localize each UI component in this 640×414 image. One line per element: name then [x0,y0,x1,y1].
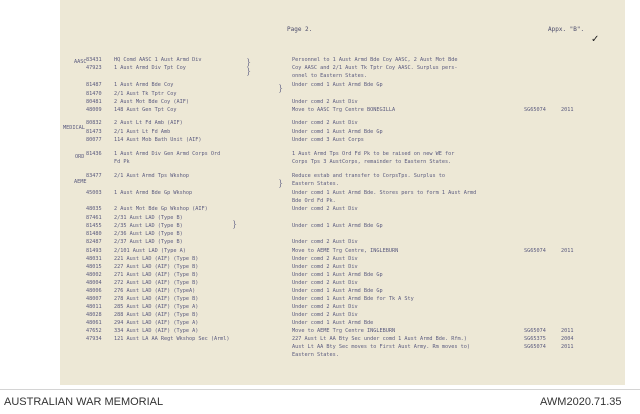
row-number: 81436 [86,151,102,157]
row-remark: Under comd 1 Aust Armd Bde [292,320,374,326]
row-unit: 2 Aust Mot Bde Gp Wkshop (AIF) [114,206,208,212]
row-number: 48028 [86,312,102,318]
row-remark: Coy AASC and 2/1 Aust Tk Tptr Coy AASC. Surplus pers- [292,65,458,71]
row-remark: Under comd 1 Aust Armd Bde Gp [292,272,383,278]
row-number: 48061 [86,320,102,326]
row-unit: 2 Aust Lt Fd Amb (AIF) [114,120,183,126]
row-number: 47934 [86,336,102,342]
row-remark: 1 Aust Armd Tps Ord Fd Pk to be raised on new WE for [292,151,455,157]
row-number: 80481 [86,99,102,105]
brace-icon: } [232,220,238,229]
row-number: 81470 [86,91,102,97]
row-reference: SG65074 [524,107,546,113]
row-unit: 2/1 Aust Lt Fd Amb [114,129,171,135]
row-number: 81480 [86,231,102,237]
row-remark: 227 Aust Lt AA Bty Sec under comd 1 Aust Armd Bde. Rfm.) [292,336,467,342]
row-number: 83477 [86,173,102,179]
row-unit: 221 Aust LAD (AIF) (Type B) [114,256,199,262]
row-date: 2011 [561,248,574,254]
footer-bar [0,389,640,414]
row-remark: Under comd 2 Aust Div [292,280,358,286]
row-remark: Corps Tps 3 AustCorps, remainder to Eastern States. [292,159,452,165]
row-date: 2011 [561,328,574,334]
section-medical: MEDICAL [63,125,85,131]
row-remark: Under comd 1 Aust Armd Bde Gp [292,223,383,229]
row-number: 47923 [86,65,102,71]
page-label: Page 2. [287,26,313,33]
row-remark: Under comd 2 Aust Div [292,312,358,318]
row-number: 48031 [86,256,102,262]
row-number: 48007 [86,296,102,302]
row-unit: 1 Aust Armd Div Gen Armd Corps Ord [114,151,221,157]
row-reference: SG65074 [524,328,546,334]
row-number: 48035 [86,206,102,212]
row-date: 2004 [561,336,574,342]
row-remark: Under comd 1 Aust Armd Bde Gp [292,82,383,88]
row-remark: Under comd 3 Aust Corps [292,137,364,143]
row-unit: 227 Aust LAD (AIF) (Type B) [114,264,199,270]
row-remark: Move to AASC Trg Centre BONEGILLA [292,107,396,113]
row-unit: 271 Aust LAD (AIF) (Type B) [114,272,199,278]
row-number: 81487 [86,82,102,88]
brace-icon: } [246,67,252,76]
check-mark-icon: ✓ [591,34,600,45]
brace-icon: } [278,179,284,188]
row-remark: Under comd 1 Aust Armd Bde Gp [292,129,383,135]
row-unit: HQ Comd AASC 1 Aust Armd Div [114,57,202,63]
row-unit: 288 Aust LAD (AIF) (Type B) [114,312,199,318]
row-reference: SG65074 [524,248,546,254]
row-remark: onnel to Eastern States. [292,73,367,79]
row-unit: 114 Aust Mob Bath Unit (AIF) [114,137,202,143]
row-remark: Under comd 1 Aust Armd Bde Gp [292,288,383,294]
row-number: 48011 [86,304,102,310]
row-unit: Fd Pk [114,159,130,165]
row-unit: 2 Aust Mot Bde Coy (AIF) [114,99,189,105]
row-remark: Bde Ord Fd Pk. [292,198,336,204]
row-unit: 334 Aust LAD (AIF) (Type A) [114,328,199,334]
row-number: 45003 [86,190,102,196]
row-unit: 1 Aust Armd Bde Gp Wkshop [114,190,193,196]
section-ord: ORD [75,154,85,160]
row-number: 80077 [86,137,102,143]
row-number: 80832 [86,120,102,126]
row-unit: 272 Aust LAD (AIF) (Type B) [114,280,199,286]
row-unit: 278 Aust LAD (AIF) (Type B) [114,296,199,302]
row-date: 2011 [561,344,574,350]
section-aeme: AEME [74,179,87,185]
row-unit: 276 Aust LAD (AIF) (TypeA) [114,288,196,294]
row-number: 48009 [86,107,102,113]
row-remark: Move to AEME Trg Centre INGLEBURN [292,328,396,334]
row-number: 48002 [86,272,102,278]
row-unit: 121 Aust LA AA Regt Wkshop Sec (Arml) [114,336,230,342]
footer-institution: AUSTRALIAN WAR MEMORIAL [4,396,164,408]
brace-icon: } [246,58,252,67]
appendix-label: Appx. "B". [548,26,585,33]
row-number: 81473 [86,129,102,135]
row-remark: Eastern States. [292,352,339,358]
row-number: 47652 [86,328,102,334]
row-unit: 2/1 Aust Tk Tptr Coy [114,91,177,97]
row-reference: SG65375 [524,336,546,342]
row-remark: Under comd 2 Aust Div [292,264,358,270]
row-number: 81455 [86,223,102,229]
footer-accession-number: AWM2020.71.35 [540,396,622,408]
brace-icon: } [278,84,284,93]
row-unit: 1 Aust Armd Div Tpt Coy [114,65,186,71]
row-number: 82487 [86,239,102,245]
row-unit: 2/101 Aust LAD (Type A) [114,248,186,254]
row-unit: 2/31 Aust LAD (Type B) [114,215,183,221]
row-remark: Under comd 2 Aust Div [292,256,358,262]
row-remark: Under comd 2 Aust Div [292,239,358,245]
row-remark: Under comd 2 Aust Div [292,99,358,105]
row-unit: 2/1 Aust Armd Tps Wkshop [114,173,189,179]
row-remark: Aust Lt AA Bty Sec moves to First Aust Army. Rm moves to) [292,344,471,350]
row-remark: Under comd 1 Aust Armd Bde. Stores pers to form 1 Aust Armd [292,190,477,196]
row-remark: Eastern States. [292,181,339,187]
row-remark: Under comd 2 Aust Div [292,304,358,310]
row-number: 48015 [86,264,102,270]
row-remark: Under comd 2 Aust Div [292,120,358,126]
row-unit: 1 Aust Armd Bde Coy [114,82,174,88]
row-number: 83431 [86,57,102,63]
row-unit: 285 Aust LAD (AIF) (Type A) [114,304,199,310]
row-remark: Personnel to 1 Aust Armd Bde Coy AASC, 2 Aust Mot Bde [292,57,458,63]
document-page [60,0,625,385]
row-reference: SG65074 [524,344,546,350]
row-remark: Move to AEME Trg Centre, INGLEBURN [292,248,399,254]
row-unit: 148 Aust Gen Tpt Coy [114,107,177,113]
row-remark: Under comd 1 Aust Armd Bde for Tk A Sty [292,296,414,302]
row-remark: Under comd 2 Aust Div [292,206,358,212]
row-unit: 2/35 Aust LAD (Type B) [114,223,183,229]
section-aasc: AASC [74,59,87,65]
row-number: 48006 [86,288,102,294]
row-date: 2011 [561,107,574,113]
row-unit: 2/36 Aust LAD (Type B) [114,231,183,237]
row-number: 81493 [86,248,102,254]
row-unit: 2/37 Aust LAD (Type B) [114,239,183,245]
row-number: 87461 [86,215,102,221]
row-number: 48004 [86,280,102,286]
row-remark: Reduce estab and transfer to CorpsTps. Surplus to [292,173,446,179]
row-unit: 294 Aust LAD (AIF) (Type A) [114,320,199,326]
